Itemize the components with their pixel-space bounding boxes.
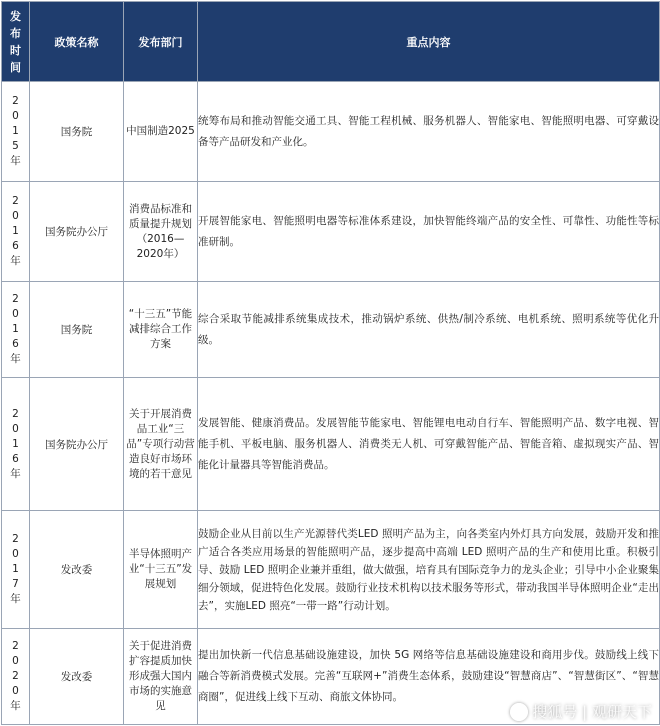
table-row (2, 82, 660, 182)
sohu-logo-icon (510, 703, 528, 721)
cell-department: 关于开展消费品工业“三品”专项行动营造良好市场环境的若干意见 (124, 378, 198, 511)
cell-key-content: 统筹布局和推动智能交通工具、智能工程机械、服务机器人、智能家电、智能照明电器、可穿戴设备等产品研发和产业化。 (198, 82, 660, 182)
cell-year: 2 0 1 6 年 (2, 182, 30, 282)
table-header-row (2, 2, 660, 82)
cell-year: 2 0 1 7 年 (2, 511, 30, 629)
table-row (2, 182, 660, 282)
cell-year: 2 0 2 0 年 (2, 629, 30, 725)
cell-department: 中国制造2025 (124, 82, 198, 182)
cell-key-content: 鼓励企业从目前以生产光源替代类LED 照明产品为主，向各类室内外灯具方向发展，鼓励开发和推广适合各类应用场景的智能照明产品，逐步提高中高端 LED 照明产品的生产和使用比重。积极引导、鼓励 LED 照明企业兼并重组，做大做强，培育具有国际竞争力的龙头企业；引导中小企业聚集细分领域，促进特色化发展。鼓励行业技术机构以技术服务等形式，带动我国半导体照明企业“走出去”，实施LED 照亮“一带一路”行动计划。 (198, 511, 660, 629)
cell-policy-name: 发改委 (30, 511, 124, 629)
cell-year: 2 0 1 6 年 (2, 282, 30, 378)
cell-policy-name: 国务院 (30, 82, 124, 182)
header-policy-name: 政策名称 (30, 2, 124, 82)
cell-year: 2 0 1 5 年 (2, 82, 30, 182)
cell-department: “十三五”节能减排综合工作方案 (124, 282, 198, 378)
cell-key-content: 发展智能、健康消费品。发展智能节能家电、智能锂电电动自行车、智能照明产品、数字电视、智能手机、平板电脑、服务机器人、消费类无人机、可穿戴智能产品、智能音箱、虚拟现实产品、智能化计量器具等智能消费品。 (198, 378, 660, 511)
cell-key-content: 综合采取节能减排系统集成技术，推动锅炉系统、供热/制冷系统、电机系统、照明系统等优化升级。 (198, 282, 660, 378)
policy-table (1, 1, 660, 725)
cell-policy-name: 发改委 (30, 629, 124, 725)
watermark (510, 701, 652, 722)
table-row (2, 511, 660, 629)
table-row (2, 378, 660, 511)
header-year: 发 布 时 间 (2, 2, 30, 82)
cell-policy-name: 国务院 (30, 282, 124, 378)
cell-policy-name: 国务院办公厅 (30, 378, 124, 511)
header-department: 发布部门 (124, 2, 198, 82)
header-key-content: 重点内容 (198, 2, 660, 82)
cell-key-content: 提出加快新一代信息基础设施建设，加快 5G 网络等信息基础设施建设和商用步伐。鼓励线上线下融合等新消费模式发展。完善“互联网+”消费生态体系，鼓励建设“智慧商店”、“智慧街区”、“智慧商圈”，促进线上线下互动、商旅文体协同。 (198, 629, 660, 725)
cell-policy-name: 国务院办公厅 (30, 182, 124, 282)
cell-department: 半导体照明产业“十三五”发展规划 (124, 511, 198, 629)
cell-department: 关于促进消费扩容提质加快形成强大国内市场的实施意见 (124, 629, 198, 725)
cell-year: 2 0 1 6 年 (2, 378, 30, 511)
watermark-text: 搜狐号 | 观研天下 (532, 703, 652, 721)
cell-department: 消费品标准和质量提升规划（2016—2020年） (124, 182, 198, 282)
table-row (2, 282, 660, 378)
cell-key-content: 开展智能家电、智能照明电器等标准体系建设，加快智能终端产品的安全性、可靠性、功能性等标准研制。 (198, 182, 660, 282)
